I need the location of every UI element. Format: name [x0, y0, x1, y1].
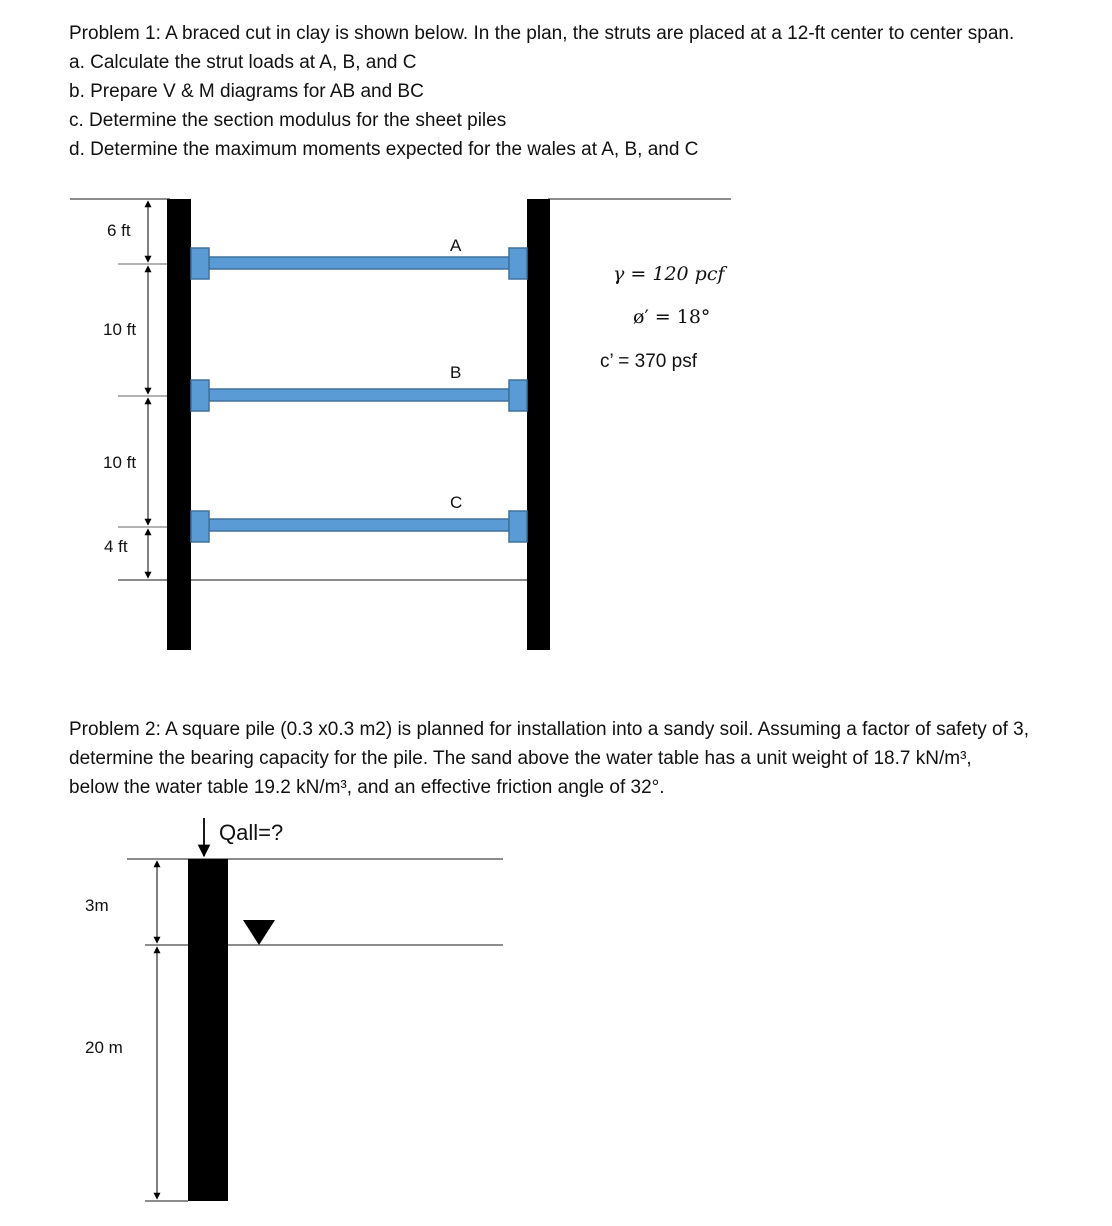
problem2-line-3: below the water table 19.2 kN/m³, and an effective friction angle of 32°.	[69, 777, 665, 798]
param-unit-weight: γ = 120 pcf	[613, 263, 725, 285]
load-label: Qall=?	[219, 820, 284, 845]
problem1-statement: Problem 1: A braced cut in clay is shown below. In the plan, the struts are placed at a 12-ft center to center span.	[69, 23, 1015, 44]
strut-c	[191, 511, 527, 542]
inverted-triangle-icon	[243, 920, 275, 945]
dim-label-20m: 20 m	[85, 1038, 123, 1057]
dim-label-10ft-upper: 10 ft	[103, 320, 137, 339]
strut-a	[191, 248, 527, 279]
strut-label-a: A	[450, 236, 462, 255]
strut-a-bar	[209, 257, 509, 269]
strut-b-bar	[209, 389, 509, 401]
pile	[188, 859, 228, 1201]
problem1-part-a: a. Calculate the strut loads at A, B, and C	[69, 52, 417, 73]
sheet-pile-right	[527, 199, 550, 650]
strut-label-b: B	[450, 363, 462, 382]
problem1-part-c: c. Determine the section modulus for the sheet piles	[69, 110, 507, 131]
problem2-line-1: Problem 2: A square pile (0.3 x0.3 m2) is planned for installation into a sandy soil. Assuming a factor of safety of 3,	[69, 719, 1030, 740]
dim-label-3m: 3m	[85, 896, 109, 915]
strut-b	[191, 380, 527, 411]
problem2-line-2: determine the bearing capacity for the pile. The sand above the water table has a unit weight of 18.7 kN/m³,	[69, 748, 972, 769]
param-friction-angle: ø′ = 18°	[633, 306, 711, 328]
dim-label-4ft: 4 ft	[104, 537, 128, 556]
param-cohesion: c’ = 370 psf	[600, 351, 697, 372]
strut-label-c: C	[450, 493, 463, 512]
problem1-part-d: d. Determine the maximum moments expected for the wales at A, B, and C	[69, 139, 699, 160]
sheet-pile-left	[167, 199, 191, 650]
strut-a-wale-right	[509, 248, 527, 279]
dim-label-6ft: 6 ft	[107, 221, 131, 240]
dim-label-10ft-lower: 10 ft	[103, 453, 137, 472]
strut-c-wale-left	[191, 511, 209, 542]
strut-b-wale-right	[509, 380, 527, 411]
strut-a-wale-left	[191, 248, 209, 279]
strut-b-wale-left	[191, 380, 209, 411]
problem1-part-b: b. Prepare V & M diagrams for AB and BC	[69, 81, 424, 102]
strut-c-bar	[209, 519, 509, 531]
strut-c-wale-right	[509, 511, 527, 542]
